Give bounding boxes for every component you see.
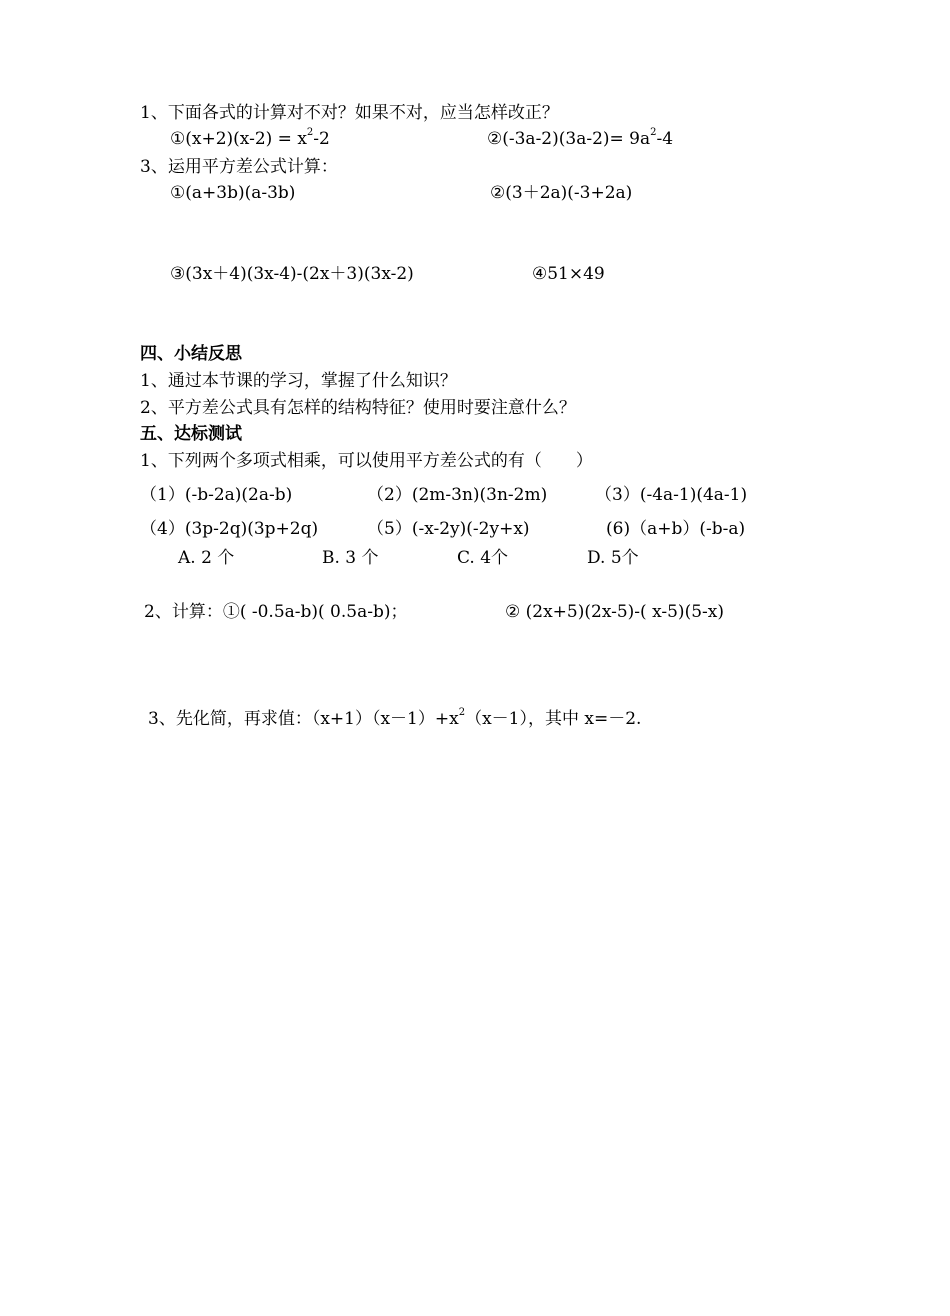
summary-item-2: 2、平方差公式具有怎样的结构特征？使用时要注意什么？ xyxy=(140,398,576,418)
q1-expression-a: ①(x+2)(x-2) = $x^2-2$ xyxy=(170,127,330,149)
q3-expression-c: ③(3x＋4)(3x-4)-(2x＋3)(3x-2) xyxy=(170,264,414,284)
test-q3: 3、先化简，再求值：$(x+1)(x-1)+x^2(x-1)$，其中 x=－2. xyxy=(148,707,642,729)
test-q1-option-6: (6)（a+b）(-b-a) xyxy=(606,519,746,539)
section-test-heading: 五、达标测试 xyxy=(140,424,242,444)
summary-item-1: 1、通过本节课的学习，掌握了什么知识？ xyxy=(140,371,457,391)
q3-prompt: 3、运用平方差公式计算： xyxy=(140,157,338,177)
choice-d: D. 5个 xyxy=(587,548,639,568)
section-summary-heading: 四、小结反思 xyxy=(140,344,242,364)
q3-expression-d: ④51×49 xyxy=(532,264,605,284)
q3-expression-a: ①(a+3b)(a-3b) xyxy=(170,183,296,203)
q1-expression-b: ②(-3a-2)(3a-2)= $9a^2-4$ xyxy=(487,127,674,149)
choice-a: A. 2 个 xyxy=(178,548,235,568)
test-q2-part-a: 2、计算：①( -0.5a-b)( 0.5a-b)； xyxy=(144,602,408,622)
test-q1-option-1: （1）(-b-2a)(2a-b) xyxy=(140,485,293,505)
test-q1-option-2: （2）(2m-3n)(3n-2m) xyxy=(367,485,548,505)
choice-c: C. 4个 xyxy=(457,548,509,568)
test-q1-option-3: （3）(-4a-1)(4a-1) xyxy=(595,485,748,505)
test-q2-part-b: ② (2x+5)(2x-5)-( x-5)(5-x) xyxy=(505,602,724,622)
test-q1-prompt: 1、下列两个多项式相乘，可以使用平方差公式的有（ ） xyxy=(140,451,593,471)
choice-b: B. 3 个 xyxy=(322,548,379,568)
test-q1-option-4: （4）(3p-2q)(3p+2q) xyxy=(140,519,319,539)
q3-expression-b: ②(3＋2a)(-3+2a) xyxy=(490,183,633,203)
test-q1-option-5: （5）(-x-2y)(-2y+x) xyxy=(367,519,530,539)
q1-prompt: 1、下面各式的计算对不对？如果不对，应当怎样改正？ xyxy=(140,103,559,123)
